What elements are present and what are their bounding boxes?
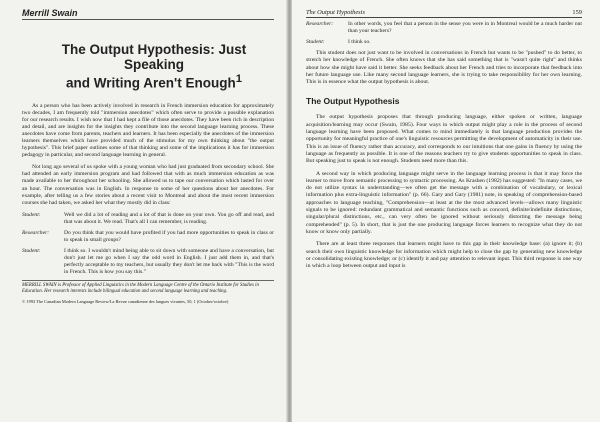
right-page <box>292 0 600 422</box>
speaker-label: Student: <box>22 211 41 218</box>
speaker-label: Researcher: <box>306 21 334 27</box>
speaker-label: Student: <box>306 39 325 45</box>
utterance: I think so. I wouldn't mind being able to sit down with someone and have a conversation, but don't just let me go when I say the odd word in English. I just add them in, and that's perfectly acceptable to my teachers, but usually they don't let me back with "This is the word in French. This is how you say this." <box>64 247 274 275</box>
paragraph: This student does not just want to be involved in conversations in French but wants to be "pushed" to do better, to stretch her knowledge of French. She often knows that she has said something that is "wasn't quite right" and thinks about how she might have said it better. She seeks feedback about her French and tries to incorporate that feedback into her future language use. Like many second language learners, she is trying to take responsibility for her own learning. This is in essence what the output hypothesis is about. <box>306 50 582 86</box>
paragraph: The output hypothesis proposes that through producing language, either spoken or written, language acquisition/learning may occur (Swain, 1985). Four ways in which output might play a role in the process of second language learning have been proposed. What comes to mind immediately is that language production provides the opportunity for meaningful practice of one's linguistic resources permitting the development of automaticity in their use. This is an issue of fluency rather than accuracy, and corresponds to our intuitions that one gains in fluency by using the language as frequently as possible. It is one of the reasons teachers try to give students opportunities to speak in class. But speaking just to speak is not enough. Students need more than this. <box>306 114 582 165</box>
dialogue-turn <box>22 212 274 226</box>
utterance: In other words, you feel that a person in the sense you were in in Montreal would be a much harder nut than your teachers? <box>348 21 582 34</box>
running-header <box>306 9 582 18</box>
utterance: I think so. <box>348 39 371 45</box>
dialogue-turn <box>22 230 274 244</box>
page-number: 159 <box>572 9 582 16</box>
paragraph: There are at least three responses that learners might have to this gap in their knowledge base: (a) ignore it; (b) search their own linguistic knowledge for information which might help to close the gap by generating new knowledge or consolidating existing knowledge; or (c) identify it and pay attention to relevant input. This third response is one way in which a loop between output and input is <box>306 241 582 270</box>
paragraph: Not long ago several of us spoke with a young woman who had just graduated from secondary school. She had attended an early immersion program and had followed that with as much immersion education as was made available to her throughout her schooling. She allowed us to tape our conversation which lasted for over an hour. The conversation was in English. In response to some of her questions about her anecdotes. For example, after telling us a few stories about a recent visit to Montreal and about the most recent immersion courses she had taken, we asked her what they mostly did in class: <box>22 164 274 206</box>
left-body <box>22 103 274 207</box>
right-body <box>306 114 582 270</box>
right-intro <box>306 50 582 86</box>
author-footnote: MERRILL SWAIN is Professor of Applied Linguistics in the Modern Language Centre of the Ontario Institute for Studies in Education. Her research interests include bilingual education and second language learning and teaching. <box>22 280 274 295</box>
left-page <box>0 0 288 422</box>
title-footnote-marker: 1 <box>235 73 242 85</box>
running-head-title: The Output Hypothesis <box>306 9 365 16</box>
dialogue-turn <box>22 248 274 276</box>
utterance: Do you think that you would have profited if you had more opportunities to speak in class or to speak in small groups? <box>64 229 274 243</box>
header-rule <box>22 19 274 20</box>
section-heading: The Output Hypothesis <box>306 96 400 107</box>
copyright-line: © 1993 The Canadian Modern Language Review/La Revue canadienne des langues vivantes, 50, 1 (October/octobre) <box>22 298 229 304</box>
paragraph: As a person who has been actively involved in research in French immersion education for approximately two decades, I am frequently told "immersion anecdotes" which often serve to provide a possible explanation for our research results. I wish now that I had kept a file of those anecdotes. They have been rich in description and detail, and are insights for the insights they contribute into the second language learning process. These anecdotes have come from parents, teachers and learners. It has been especially the anecdotes of the immersion learners themselves which have provided much of the stimulus for my own thinking about "the output hypothesis". This brief paper outlines some of that thinking and some of the implications it has for immersion pedagogy in particular, and second language learning in general. <box>22 102 274 159</box>
title-line-2: and Writing Aren't Enough <box>66 75 236 91</box>
article-title <box>34 42 274 91</box>
dialogue-turn <box>306 21 582 35</box>
interview-dialogue-continued <box>306 21 582 46</box>
interview-dialogue <box>22 212 274 276</box>
dialogue-turn <box>306 39 582 46</box>
speaker-label: Student: <box>22 247 41 254</box>
utterance: Well we did a lot of reading and a lot of that is done on your own. You go off and read, and that was about it. We read. That's all I can remember, is reading. <box>64 211 274 225</box>
paragraph: A second way in which producing language might serve in the language learning process is that it may force the learner to move from semantic processing to syntactic processing. As Krashen (1982) has suggested: "In many cases, we do not utilize syntax in understanding—we often get the message with a combination of vocabulary, or lexical information plus extra-linguistic information" (p. 66). Gary and Gary (1981) note, in speaking of comprehension-based approaches to language teaching, "Comprehension—at least at the the most advanced levels—allows many linguistic signals to be ignored: redundant grammatical and semantic functions such as concord, definite/indefinite distinctions, singular/plural distinctions, etc., can very often be ignored without seriously distorting the message being comprehended" (p. 5). In short, that is just the one producing language forces learners to recognize what they do not know or know only partially. <box>306 170 582 235</box>
speaker-label: Researcher: <box>22 229 50 236</box>
title-line-1: The Output Hypothesis: Just Speaking <box>61 42 247 72</box>
author-name: Merrill Swain <box>22 8 78 18</box>
